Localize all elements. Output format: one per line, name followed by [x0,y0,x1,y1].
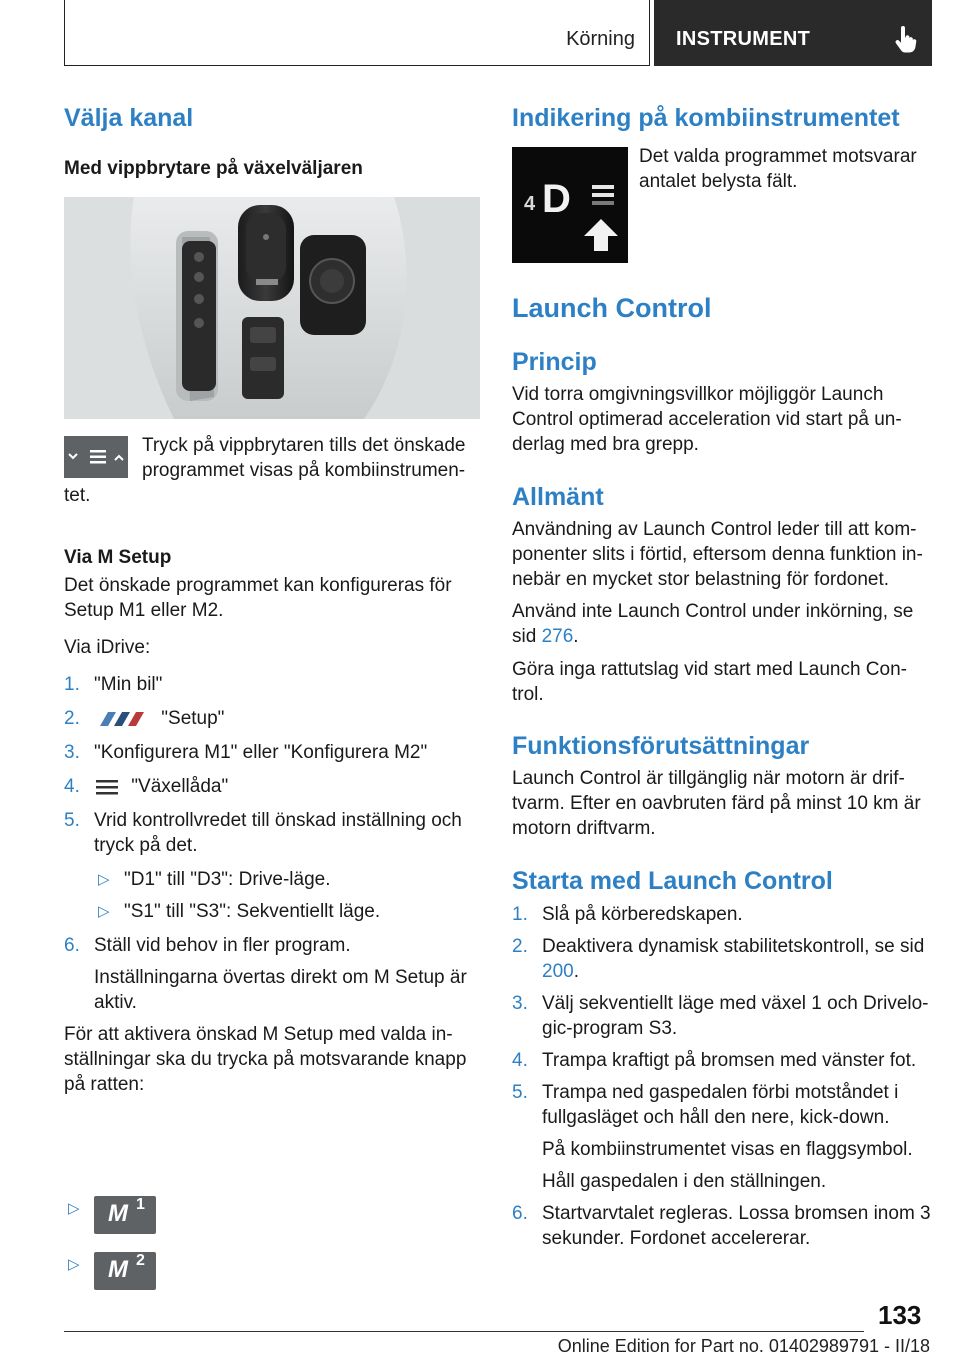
step-number: 4. [64,776,80,797]
m2-label: M [108,1256,128,1283]
substep-text: "S1" till "S3": Sekventiellt läge. [124,901,381,922]
list-item [64,774,480,799]
step-text: "Konfigurera M1" eller "Konfigurera M2" [94,742,428,763]
list-item [512,1080,932,1130]
header-chapter-title: INSTRUMENT [676,28,811,50]
indicator-bars-icon [590,183,618,209]
launch-steps [512,902,932,1251]
step-number: 3. [512,993,528,1014]
bullet-triangle-icon: ▷ [68,1256,80,1273]
paddle-text-line-2: programmet visas på kombiinstrumen- [142,460,466,481]
step-number: 6. [64,935,80,956]
step-text: Trampa ned gaspedalen förbi motståndet i fullgasläget och håll den nere, kick-down. [542,1082,899,1128]
step-text: Startvarvtalet regleras. Lossa bromsen inom 3 sekunder. Fordonet accelererar. [542,1203,931,1249]
step-text: Trampa kraftigt på bromsen med vänster fot. [542,1050,917,1071]
header-section-box [64,0,650,66]
step-number: 1. [64,674,80,695]
gearbox-lines-icon [94,778,120,796]
allmant-text-3: Göra inga rattutslag vid start med Launch Con-trol. [512,659,907,705]
step-text: Deaktivera dynamisk stabilitetskontroll, se sid [542,936,925,957]
indicator-text [639,144,934,194]
list-item [64,933,480,958]
msetup-text: Det önskade programmet kan konfigureras för Setup M1 eller M2. [64,575,452,621]
footer-divider [64,1331,864,1332]
step6-note: Inställningarna övertas direkt om M Setup är aktiv. [94,967,467,1013]
step-number: 2. [64,708,80,729]
step-text: Slå på körberedskapen. [542,904,743,925]
idrive-steps [64,672,480,1097]
step-text: Välj sekventiellt läge med växel 1 och Drivelo-gic-program S3. [542,993,929,1039]
m1-sup: 1 [136,1196,145,1213]
indicator-gear-letter: D [542,177,571,221]
allmant-text-2-end: . [573,626,579,647]
subtitle-vippbrytare: Med vippbrytare på växelväljaren [64,158,363,179]
indicator-text-line-2: antalet belysta fält. [639,171,798,192]
activate-text: För att aktivera önskad M Setup med valda in-ställningar ska du trycka på motsvarande knapp på ratten: [64,1024,467,1095]
allmant-text-1: Användning av Launch Control leder till att kom-ponenter slits i förtid, eftersom denna funktion in-nebär en mycket stor belastning för fordonet. [512,519,923,590]
heading-starta-launch-control: Starta med Launch Control [512,867,833,895]
bullet-triangle-icon: ▷ [98,903,110,920]
paddle-shift-icon [64,436,128,478]
heading-funktionsforutsattningar: Funktionsförutsättningar [512,732,810,760]
indicator-program-number: 4 [524,193,536,215]
list-item [64,740,480,765]
step-number: 4. [512,1050,528,1071]
m1-label: M [108,1200,128,1227]
step-number: 6. [512,1203,528,1224]
funk-text: Launch Control är tillgänglig när motorn är drif-tvarm. Efter en oavbruten färd på minst 10 km är motorn driftvarm. [512,768,921,839]
list-item [94,899,480,924]
step-text-end: . [573,961,579,982]
step-text: "Växellåda" [131,776,229,797]
gear-selector-photo [64,197,480,419]
page-number: 133 [878,1300,922,1330]
m2-button-icon [94,1252,156,1290]
step-number: 2. [512,936,528,957]
step-text: Vrid kontrollvredet till önskad inställning och tryck på det. [94,810,462,856]
allmant-text-2 [512,599,932,649]
step-number: 5. [512,1082,528,1103]
list-item [512,991,932,1041]
bullet-triangle-icon: ▷ [98,871,110,888]
header-section-title: Körning [566,28,635,50]
page-link-276[interactable]: 276 [541,626,574,647]
step-number: 3. [64,742,80,763]
paddle-text-line-1: Tryck på vippbrytaren tills det önskade [142,435,466,456]
m2-sup: 2 [136,1252,145,1269]
list-item [94,867,480,892]
via-idrive-label: Via iDrive: [64,637,151,658]
cluster-indicator-image [512,147,628,263]
princip-text: Vid torra omgivningsvillkor möjliggör Launch Control optimerad acceleration vid start på un-derlag med bra grepp. [512,384,902,455]
bullet-triangle-icon: ▷ [68,1200,80,1217]
step5-note-2: Håll gaspedalen i den ställningen. [542,1171,827,1192]
gear-selector-illustration [64,197,480,419]
header-chapter-box [654,0,932,66]
step5-note-1: På kombiinstrumentet visas en flaggsymbol. [542,1139,913,1160]
paddle-text [142,433,482,483]
list-item [512,902,932,927]
step-text: "Min bil" [94,674,163,695]
indicator-text-line-1: Det valda programmet motsvarar [639,146,917,167]
step-number: 5. [64,810,80,831]
hand-pointer-icon [892,24,920,54]
list-item [64,672,480,697]
paddle-shift-glyph [64,436,128,478]
paddle-text-line-3: tet. [64,485,91,506]
list-item [512,1048,932,1073]
list-item [512,934,932,984]
section-title-launch-control: Launch Control [512,293,712,323]
step-number: 1. [512,904,528,925]
footer-edition: Online Edition for Part no. 01402989791 - II/18 [557,1336,930,1356]
substep-text: "D1" till "D3": Drive-läge. [124,869,331,890]
heading-allmant: Allmänt [512,483,604,511]
step-text: Ställ vid behov in fler program. [94,935,351,956]
heading-princip: Princip [512,348,597,376]
section-title-valja-kanal: Välja kanal [64,104,194,132]
upshift-arrow-icon [582,217,620,253]
allmant-text-2-part: Använd inte Launch Control under inkörning, se sid [512,601,914,647]
page-link-200[interactable]: 200 [542,961,574,982]
m-stripes-icon [94,710,148,728]
section-title-indikering: Indikering på kombiinstrumentet [512,104,900,132]
page-header [64,0,932,66]
msetup-heading: Via M Setup [64,547,172,568]
step-text: "Setup" [161,708,225,729]
m1-button-icon [94,1196,156,1234]
list-item [64,808,480,858]
list-item [512,1201,932,1251]
list-item [64,706,480,731]
